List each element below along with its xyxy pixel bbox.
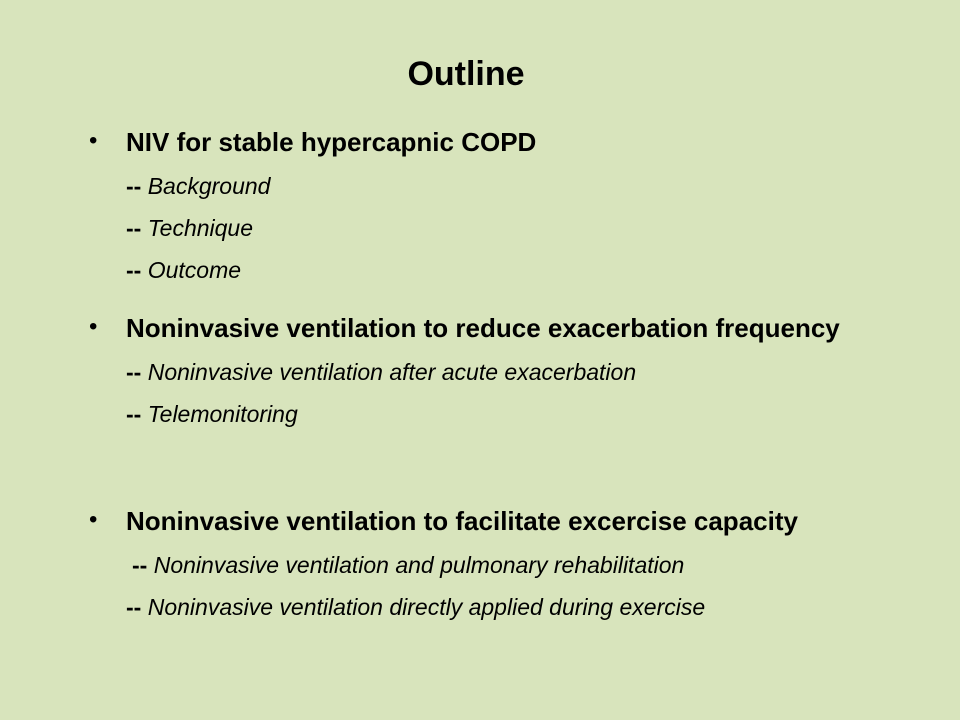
bullet-item-exercise-capacity: [0, 498, 960, 628]
slide-title: Outline: [407, 55, 525, 93]
sub-item-text: Noninvasive ventilation after acute exacerbation: [147, 359, 637, 385]
sub-item-text: Noninvasive ventilation directly applied during exercise: [147, 594, 706, 620]
dash-marker: --: [126, 173, 142, 199]
sub-item-text: Telemonitoring: [147, 401, 298, 427]
bullet-item-reduce-exacerbation: [0, 305, 960, 435]
sub-item-text: Outcome: [147, 257, 242, 283]
sub-item-text: Technique: [147, 215, 254, 241]
bullet-marker: •: [89, 127, 98, 154]
sub-item: [126, 165, 960, 207]
sub-item-text: Noninvasive ventilation and pulmonary rehabilitation: [153, 552, 685, 578]
bullet-heading: NIV for stable hypercapnic COPD: [126, 127, 537, 157]
sub-item: [126, 393, 960, 435]
dash-marker: --: [126, 215, 142, 241]
sub-item: [126, 586, 960, 628]
dash-marker: --: [126, 401, 142, 427]
bullet-heading: Noninvasive ventilation to reduce exacerbation frequency: [126, 313, 840, 343]
bullet-marker: •: [89, 313, 98, 340]
dash-marker: --: [126, 359, 142, 385]
sub-item: [132, 544, 960, 586]
sub-item: [126, 351, 960, 393]
sub-item-text: Background: [147, 173, 271, 199]
bullet-item-niv-stable-copd: [0, 119, 960, 291]
dash-marker: --: [126, 257, 142, 283]
bullet-marker: •: [89, 506, 98, 533]
dash-marker: --: [132, 552, 148, 578]
sub-item: [126, 249, 960, 291]
bullet-heading: Noninvasive ventilation to facilitate excercise capacity: [126, 506, 798, 536]
sub-item: [126, 207, 960, 249]
dash-marker: --: [126, 594, 142, 620]
